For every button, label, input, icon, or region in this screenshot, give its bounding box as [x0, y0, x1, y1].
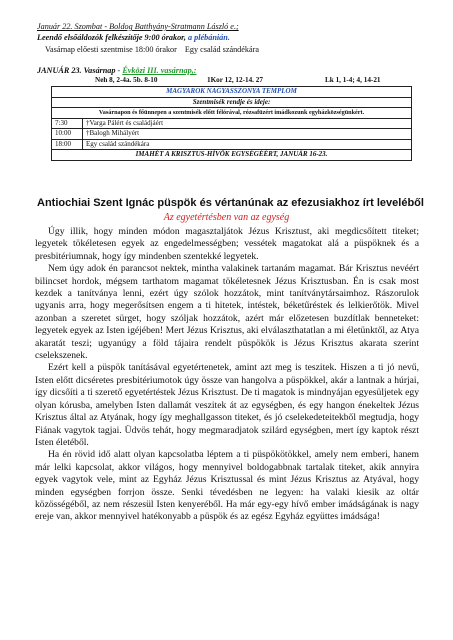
mass-intention: †Varga Pálért és családjáért: [83, 118, 412, 129]
evening-mass-time: 18:00 órakor: [134, 45, 177, 54]
mass-time: 10:00: [52, 129, 83, 140]
mass-schedule-table: [51, 86, 412, 161]
mass-time: 7:30: [52, 118, 83, 129]
prayer-week-banner: IMAHÉT A KRISZTUS-HÍVŐK EGYSÉGÉÉRT, JANUÁR 16-23.: [52, 150, 412, 161]
reading-gospel: Lk 1, 1-4; 4, 14-21: [325, 76, 381, 84]
schedule-title: Szentmisék rendje és ideje:: [52, 97, 412, 108]
table-row: [52, 118, 412, 129]
reading-first: Neh 8, 2-4a. 5b. 8-10: [95, 76, 158, 84]
letter-title: Antiochiai Szent Ignác püspök és vértanúnak az efezusiakhoz írt leveléből: [37, 197, 424, 209]
confirmation-notice: [37, 33, 230, 42]
sunday-heading: [37, 66, 196, 75]
evening-mass-intention: Egy család szándékára: [184, 45, 259, 54]
reading-second: 1Kor 12, 12-14. 27: [207, 76, 263, 84]
mass-intention: Egy család szándékára: [83, 139, 412, 150]
paragraph: Úgy illik, hogy minden módon magasztaljátok Jézus Krisztust, aki megdicsőített titeket; legyetek tökéletesen egyek az engedelmességben; vessétek magatokat alá a püspöknek és a presbitériumnak, hogy így mindenben szentekké legyetek.: [35, 226, 419, 262]
evening-mass-line: [45, 45, 259, 54]
evening-mass-label: Vasárnap előesti szentmise: [45, 45, 133, 54]
mass-intention: †Balogh Mihályért: [83, 129, 412, 140]
confirmation-place: a plébánián.: [188, 33, 230, 42]
letter-body: [35, 226, 419, 524]
sunday-feast: Évközi III. vasárnap,:: [122, 66, 197, 75]
paragraph: Nem úgy adok én parancsot nektek, mintha valakinek tartanám magamat. Bár Krisztus nevéért bilincset hordok, mégsem tarthatom magamat tökéletesnek Jézus Krisztusban. Én is csak most kezdek a tanítványa lenni, ezért úgy szólok hozzátok, mint tanítványtársaimhoz. Rászorulok ugyanis arra, hogy megerősítsen engem a ti hitetek, intéstek, béketűréstek és lelkierőtök. Mivel azonban a szeretet sürget, hogy szóljak hozzátok, azért már előzetesen buzdítlak benneteket: legyetek egyek az Isten igéjében! Mert Jézus Krisztus, aki elválaszthatatlan a mi életünktől, az Atya akaratát teszi; ugyanúgy a föld tájaira rendelt püspökök is Jézus Krisztus akarata szerint cselekszenek.: [35, 263, 419, 362]
mass-time: 18:00: [52, 139, 83, 150]
table-row: [52, 129, 412, 140]
rosary-note: Vasárnapon és főünnepen a szentmisék előtt félórával, rózsafüzért imádkozunk egyházközségünkért.: [52, 108, 412, 119]
sunday-date: JANUÁR 23. Vasárnap -: [37, 66, 123, 75]
table-row: [52, 139, 412, 150]
paragraph: Ezért kell a püspök tanításával egyetértenetek, amint azt meg is teszitek. Hiszen a ti jó nevű, Isten előtt dicséretes presbitériumotok úgy össze van hangolva a püspökkel, akár a lantnak a húrjai, így dicsőíti a ti szerető egyetértéstek Jézus Krisztust. De ti magatok is mindnyájan egyesüljetek egy olyan kórusba, amelyben Isten dallamát veszitek át az egységben, és egy hangon énekeltek Jézus Krisztus által az Atyának, hogy így meghallgasson titeket, és jó cselekedeteitekből megtudja, hogy Fiának vagytok tagjai. Üdvös tehát, hogy megmaradjatok szilárd egységben, mert így kaptok részt Isten életéből.: [35, 362, 419, 448]
confirmation-text: Leendő elsőáldozók felkészítője 9:00 órakor,: [37, 33, 189, 42]
paragraph: Ha én rövid idő alatt olyan kapcsolatba léptem a ti püspökötökkel, amely nem emberi, hanem már lelki kapcsolat, akkor világos, hogy mennyivel boldogabbnak tartalak titeket, akik annyira egyek vagytok vele, mint az Egyház Jézus Krisztussal és mint Jézus Krisztus az Atyával, hogy minden egységben forrjon össze. Senki tévedésben ne legyen: ha valaki kiesik az oltár közösségéből, az nem részesül Isten kenyeréből. Ha már egy-egy hívő ember imádságának is nagy ereje van, akkor mennyivel hatékonyabb a püspök és az egész Egyház együttes imádsága!: [35, 449, 419, 523]
letter-subtitle: Az egyetértésben van az egység: [163, 212, 290, 223]
jan22-heading: Január 22. Szombat - Boldog Batthyány-Stratmann László e.;: [37, 22, 239, 31]
church-name: MAGYAROK NAGYASSZONYA TEMPLOM: [52, 87, 412, 98]
